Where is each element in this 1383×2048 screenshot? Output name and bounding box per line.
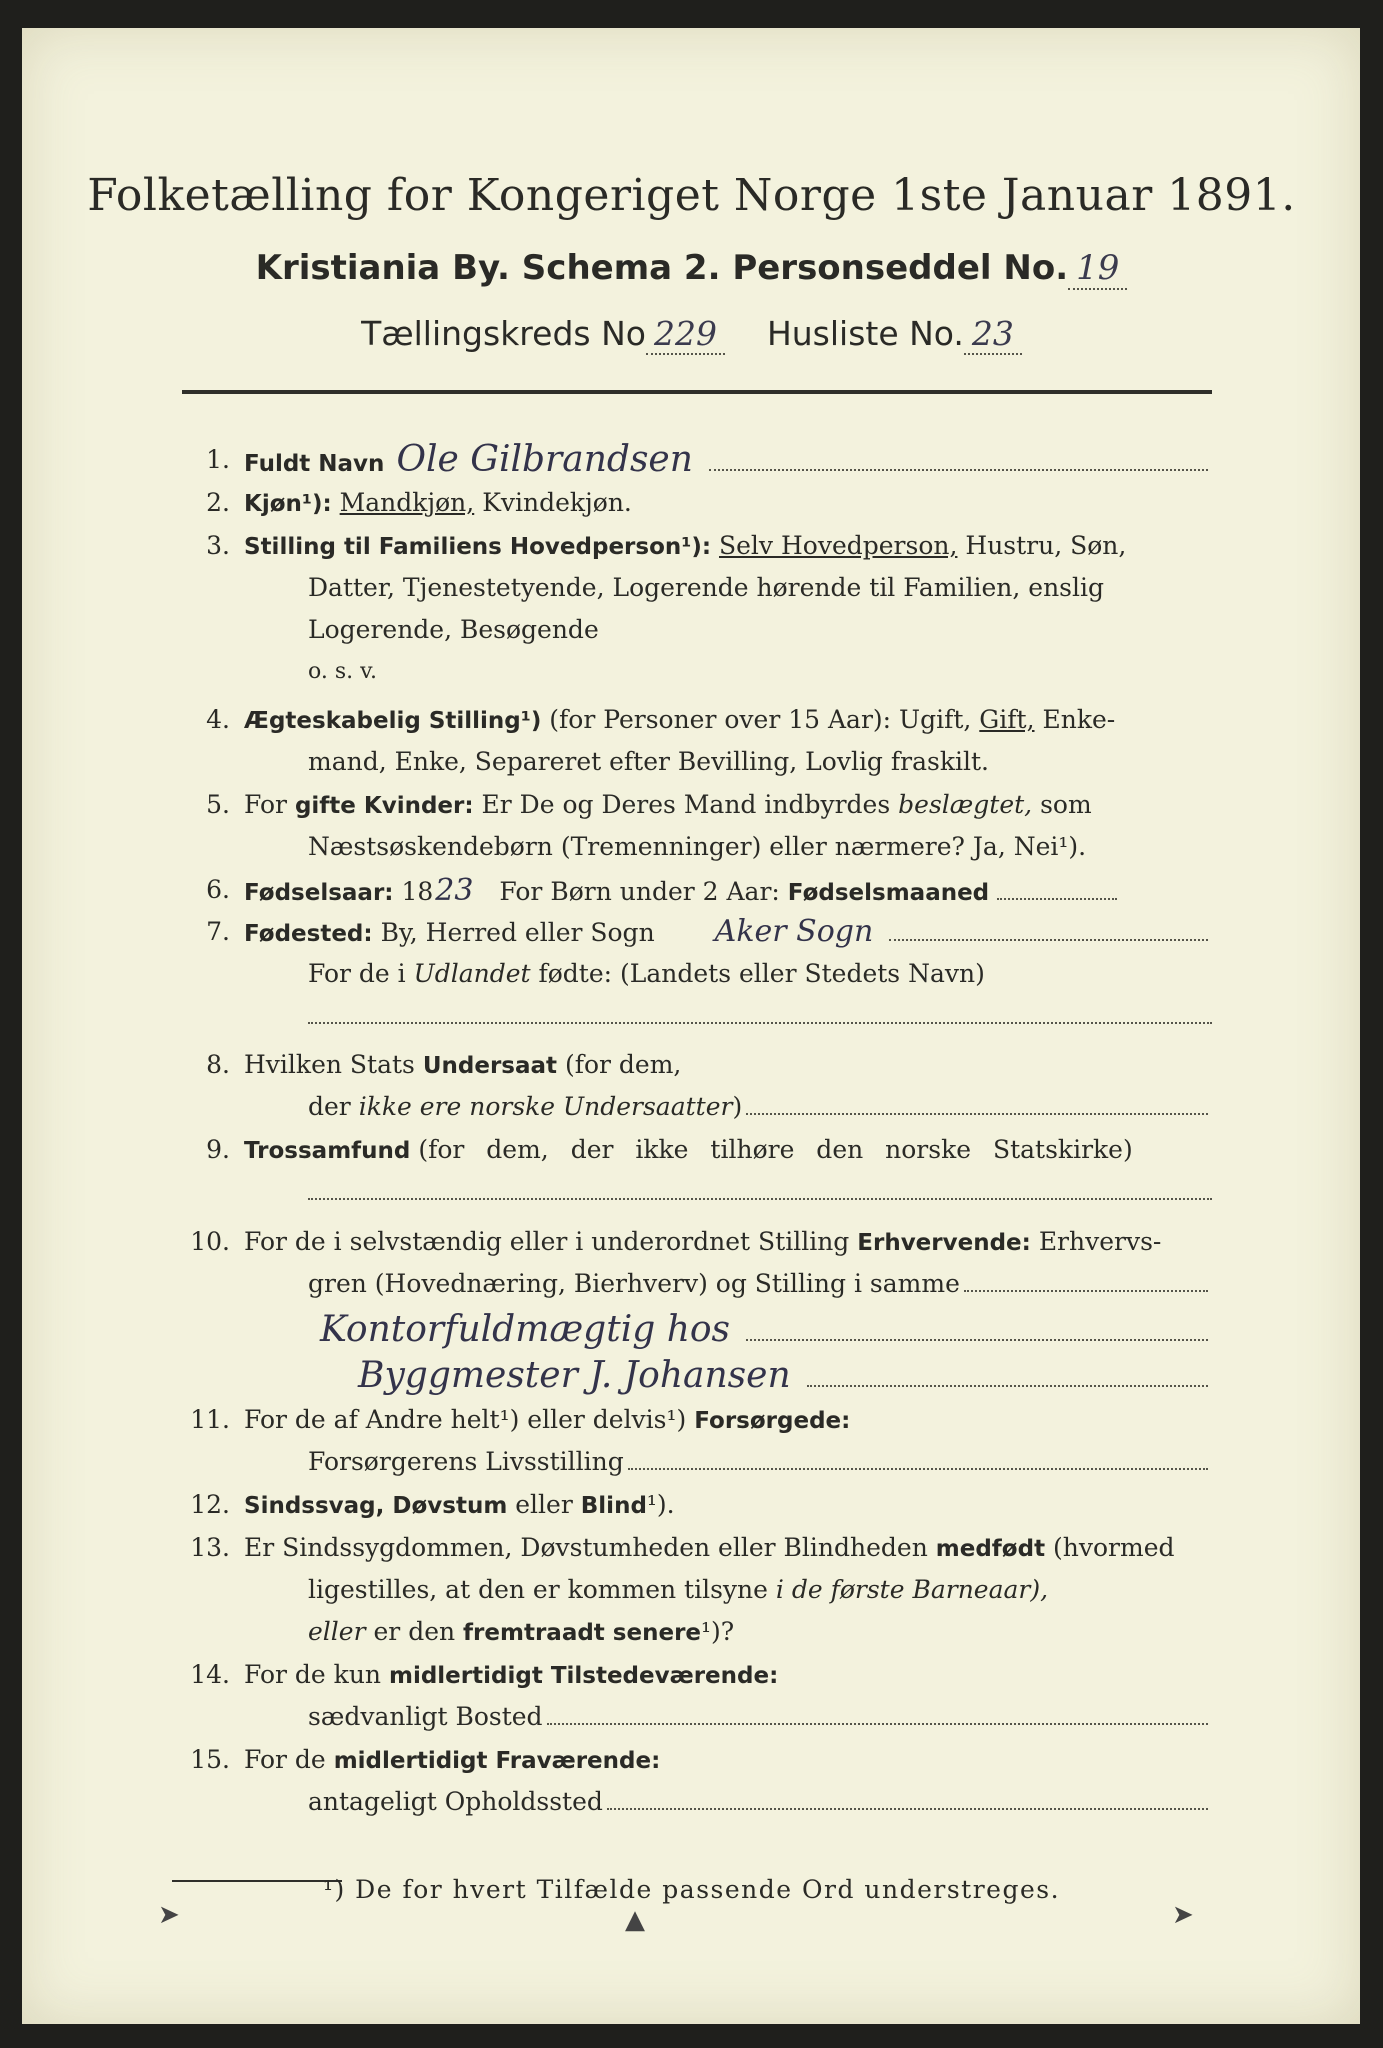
question-10 xyxy=(0,1222,1383,1262)
household-position-options-3: Logerende, Besøgende xyxy=(308,615,599,644)
corner-mark-icon: ➤ xyxy=(1172,1900,1194,1930)
household-position-selected: Selv Hovedperson, xyxy=(719,531,958,560)
question-number: 10. xyxy=(190,1227,230,1256)
question-number: 5. xyxy=(206,790,230,819)
household-position-options: Hustru, Søn, xyxy=(965,531,1127,560)
question-number: 2. xyxy=(206,488,230,517)
question-4 xyxy=(0,700,1383,740)
question-7-line-2 xyxy=(0,954,1383,994)
question-number: 11. xyxy=(190,1405,230,1434)
married-women-text-2: som xyxy=(1040,790,1092,819)
temporary-absent-label: midlertidigt Fraværende: xyxy=(333,1748,661,1774)
birth-month-label: Fødselsmaaned xyxy=(787,880,990,906)
birthplace-text: By, Herred eller Sogn xyxy=(380,918,655,947)
husliste-number: 23 xyxy=(964,314,1022,355)
birth-year-prefix: 18 xyxy=(401,877,434,906)
question-3 xyxy=(0,526,1383,566)
birthplace-answer: Aker Sogn xyxy=(714,914,874,949)
dependents-line2: Forsørgerens Livsstilling xyxy=(308,1447,624,1476)
citizenship-line2-italic: ikke ere norske Undersaatter xyxy=(358,1092,733,1121)
temporary-present-label: midlertidigt Tilstedeværende: xyxy=(388,1663,779,1689)
question-number: 7. xyxy=(206,917,230,946)
married-women-question: Næstsøskendebørn (Tremenninger) eller nærmere? Ja, Nei¹). xyxy=(308,832,1087,861)
congenital-line2-italic: i de første Barneaar), xyxy=(775,1575,1049,1604)
question-3-line-2 xyxy=(0,568,1383,608)
question-number: 15. xyxy=(190,1745,230,1774)
congenital-line3: er den xyxy=(373,1617,456,1646)
header-line-1 xyxy=(0,248,1383,288)
husliste-label: Husliste No. xyxy=(766,314,964,353)
question-10-line-2 xyxy=(0,1264,1383,1304)
question-number: 1. xyxy=(206,445,230,474)
form-title: Folketælling for Kongeriget Norge 1ste Januar 1891. xyxy=(87,170,1296,221)
congenital-line3-suffix: ¹)? xyxy=(701,1617,735,1646)
question-7-blank xyxy=(0,996,1383,1036)
religion-label: Trossamfund xyxy=(244,1138,411,1164)
birth-month-text: For Børn under 2 Aar: xyxy=(499,877,780,906)
question-number: 6. xyxy=(206,875,230,904)
question-11 xyxy=(0,1400,1383,1440)
congenital-text-2: (hvormed xyxy=(1053,1533,1175,1562)
marital-status-text-2: Enke- xyxy=(1042,705,1116,734)
question-13 xyxy=(0,1528,1383,1568)
usual-residence-label: sædvanligt Bosted xyxy=(308,1702,543,1731)
question-1 xyxy=(0,440,1383,480)
religion-blank xyxy=(308,1172,1212,1200)
congenital-line3-bold: fremtraadt senere xyxy=(463,1620,702,1646)
question-11-line-2 xyxy=(0,1442,1383,1482)
birthplace-abroad-blank xyxy=(308,996,1212,1024)
footnote: ¹) De for hvert Tilfælde passende Ord understreges. xyxy=(322,1875,1061,1904)
disability-suffix: ¹). xyxy=(646,1490,675,1519)
religion-text: (for dem, der ikke tilhøre den norske Statskirke) xyxy=(418,1135,1133,1164)
question-3-line-4 xyxy=(0,652,1383,692)
header-line-1-label: Kristiania By. Schema 2. Personseddel No. xyxy=(255,248,1069,288)
birthplace-abroad-italic: Udlandet xyxy=(413,959,531,988)
marital-status-text: (for Personer over 15 Aar): Ugift, xyxy=(549,705,972,734)
sex-option-female: Kvindekjøn. xyxy=(482,488,632,517)
occupation-answer-line-2: Byggmester J. Johansen xyxy=(358,1355,791,1396)
question-number: 4. xyxy=(206,705,230,734)
center-mark-icon: ▲ xyxy=(625,1905,645,1935)
probable-residence-label: antageligt Opholdssted xyxy=(308,1787,603,1816)
congenital-label: medfødt xyxy=(935,1536,1046,1562)
question-2 xyxy=(0,483,1383,523)
header-line-2 xyxy=(0,314,1383,353)
dependents-label: Forsørgede: xyxy=(694,1408,851,1434)
marital-status-options: mand, Enke, Separeret efter Bevilling, Lovlig fraskilt. xyxy=(308,747,989,776)
question-13-line-3 xyxy=(0,1612,1383,1652)
full-name-label: Fuldt Navn xyxy=(244,451,385,477)
married-women-text: Er De og Deres Mand indbyrdes xyxy=(481,790,891,819)
question-8-line-2: der ikke ere norske Undersaatter ) xyxy=(0,1087,1383,1127)
congenital-line2: ligestilles, at den er kommen tilsyne xyxy=(308,1575,768,1604)
corner-mark-icon: ➤ xyxy=(158,1900,180,1930)
occupation-answer-line-1: Kontorfuldmægtig hos xyxy=(320,1309,731,1350)
household-position-etc: o. s. v. xyxy=(308,659,377,684)
question-5 xyxy=(0,785,1383,825)
citizenship-label: Undersaat xyxy=(422,1053,558,1079)
question-number: 14. xyxy=(190,1660,230,1689)
temporary-present-text: For de kun xyxy=(244,1660,382,1689)
question-15 xyxy=(0,1740,1383,1780)
birthplace-abroad-pre: For de i xyxy=(308,959,406,988)
congenital-line3-italic: eller xyxy=(308,1617,366,1646)
disability-label-2: Blind xyxy=(580,1493,647,1519)
taellingskreds-number: 229 xyxy=(646,314,725,355)
sex-label: Kjøn¹): xyxy=(244,491,332,517)
question-15-line-2 xyxy=(0,1782,1383,1822)
occupation-text-2: Erhvervs- xyxy=(1038,1227,1162,1256)
marital-status-label: Ægteskabelig Stilling¹) xyxy=(244,708,542,734)
married-women-pre: For xyxy=(244,790,287,819)
header-divider xyxy=(182,390,1212,394)
birth-month-blank xyxy=(997,870,1117,900)
question-number: 12. xyxy=(190,1490,230,1519)
question-5-line-2 xyxy=(0,827,1383,867)
citizenship-text-2: (for dem, xyxy=(564,1050,682,1079)
question-4-line-2 xyxy=(0,742,1383,782)
household-position-label: Stilling til Familiens Hovedperson¹): xyxy=(244,534,712,560)
citizenship-text: Hvilken Stats xyxy=(244,1050,415,1079)
question-number: 3. xyxy=(206,531,230,560)
question-9-blank xyxy=(0,1172,1383,1212)
birthplace-abroad-text: fødte: (Landets eller Stedets Navn) xyxy=(538,959,985,988)
married-women-italic: beslægtet, xyxy=(898,790,1033,819)
question-8 xyxy=(0,1045,1383,1085)
question-13-line-2 xyxy=(0,1570,1383,1610)
sex-option-male: Mandkjøn, xyxy=(339,488,475,517)
question-7 xyxy=(0,912,1383,952)
question-9 xyxy=(0,1130,1383,1170)
congenital-text: Er Sindssygdommen, Døvstumheden eller Blindheden xyxy=(244,1533,928,1562)
question-3-line-3 xyxy=(0,610,1383,650)
question-12 xyxy=(0,1485,1383,1525)
married-women-label: gifte Kvinder: xyxy=(294,793,474,819)
question-14-line-2 xyxy=(0,1697,1383,1737)
citizenship-line2-pre: der xyxy=(308,1092,351,1121)
question-10-answer-2 xyxy=(0,1356,1383,1396)
birthplace-label: Fødested: xyxy=(244,921,373,947)
dependents-text: For de af Andre helt¹) eller delvis¹) xyxy=(244,1405,687,1434)
question-number: 8. xyxy=(206,1050,230,1079)
question-number: 13. xyxy=(190,1533,230,1562)
marital-status-selected: Gift, xyxy=(979,705,1035,734)
household-position-options-2: Datter, Tjenestetyende, Logerende hørende til Familien, enslig xyxy=(308,573,1105,602)
occupation-text: For de i selvstændig eller i underordnet Stilling xyxy=(244,1227,850,1256)
personseddel-number: 19 xyxy=(1068,248,1127,290)
question-14 xyxy=(0,1655,1383,1695)
occupation-line2: gren (Hovednæring, Bierhverv) og Stilling i samme xyxy=(308,1269,960,1298)
birth-year-label: Fødselsaar: xyxy=(244,880,394,906)
disability-text: eller xyxy=(515,1490,573,1519)
taellingskreds-label: Tællingskreds No xyxy=(361,314,646,353)
temporary-absent-text: For de xyxy=(244,1745,326,1774)
occupation-label: Erhvervende: xyxy=(857,1230,1031,1256)
question-10-answer-1 xyxy=(0,1310,1383,1350)
disability-label: Sindssvag, Døvstum xyxy=(244,1493,508,1519)
question-6 xyxy=(0,870,1383,910)
full-name-answer: Ole Gilbrandsen xyxy=(396,439,693,480)
birth-year-answer: 23 xyxy=(435,873,474,908)
question-number: 9. xyxy=(206,1135,230,1164)
